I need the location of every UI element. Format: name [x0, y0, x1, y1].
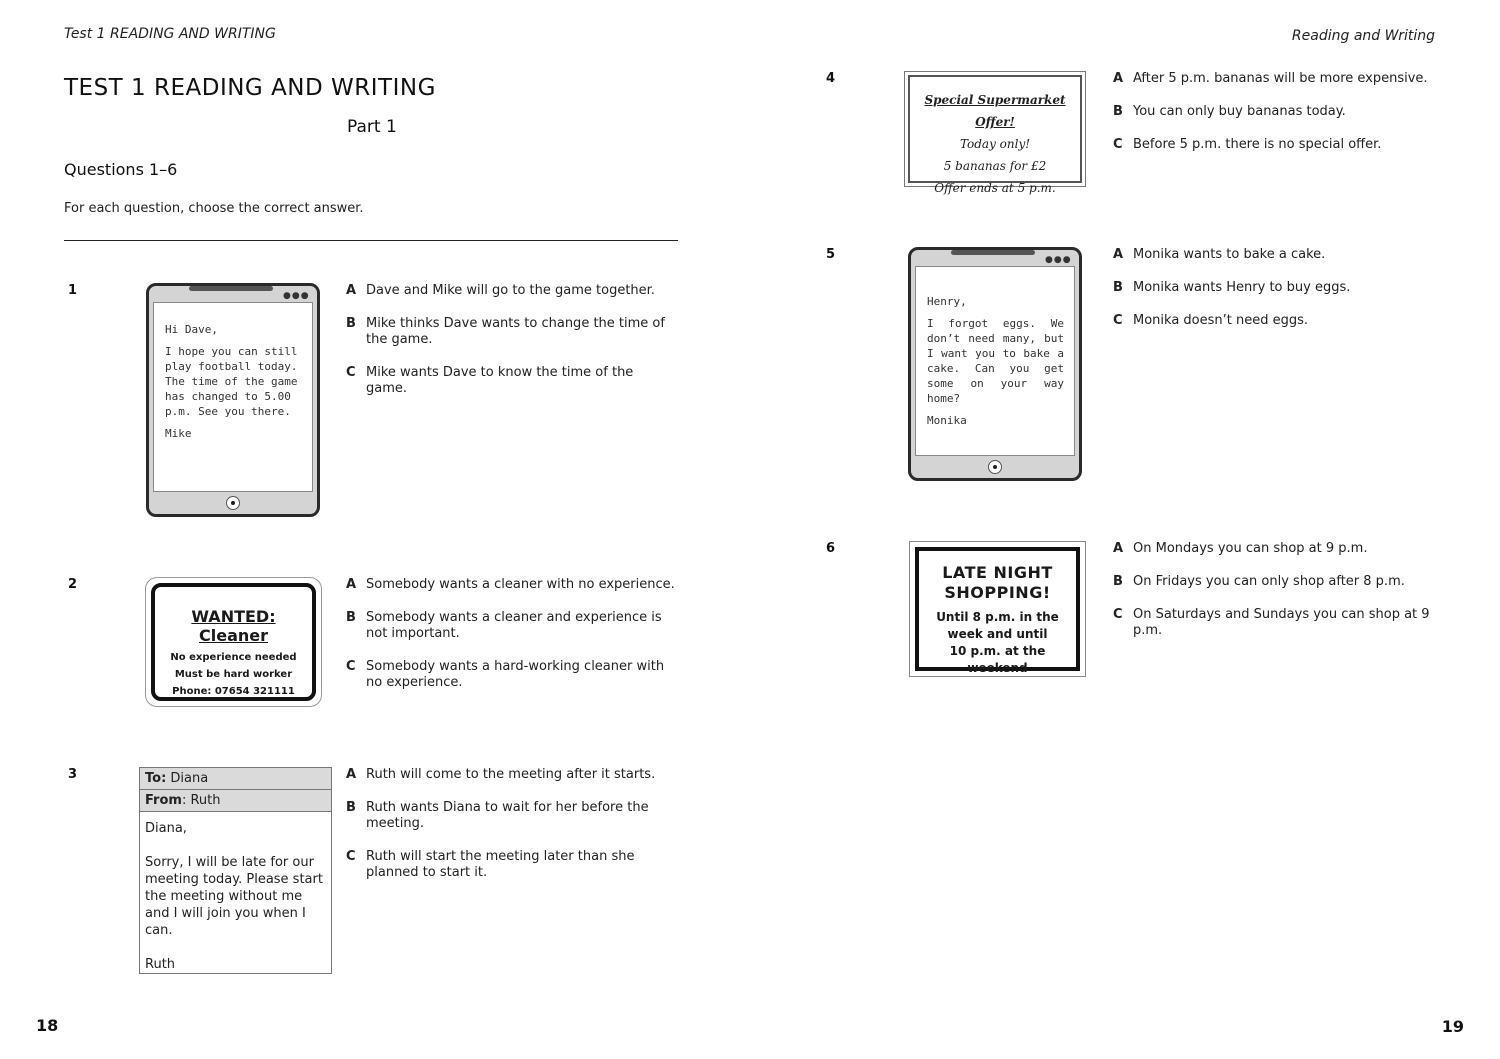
left-running-head: Test 1 READING AND WRITING [64, 26, 276, 42]
option-b[interactable]: B Somebody wants a cleaner and experience is not important. [346, 610, 662, 641]
message-greeting: Hi Dave, [165, 323, 218, 336]
answer-options [1113, 247, 1443, 346]
sign-line: 5 bananas for £2 [943, 159, 1047, 173]
option-a[interactable]: A Ruth will come to the meeting after it starts. [346, 767, 656, 782]
email-to-row: To: Diana [140, 768, 331, 790]
phone-message-stimulus [908, 247, 1082, 481]
left-page-number: 18 [36, 1016, 59, 1035]
sign-title: LATE NIGHT SHOPPING! [942, 563, 1053, 602]
late-night-sign-stimulus [909, 541, 1086, 677]
phone-home-button [988, 460, 1002, 474]
option-a[interactable]: A Somebody wants a cleaner with no experience. [346, 577, 675, 592]
notice-title: WANTED: Cleaner [191, 607, 276, 645]
notice-line: Phone: 07654 321111 [172, 686, 295, 697]
option-c[interactable]: C Monika doesn’t need eggs. [1113, 313, 1309, 328]
phone-message-stimulus [146, 283, 320, 517]
email-signature: Ruth [145, 957, 176, 972]
option-c[interactable]: C Before 5 p.m. there is no special offer. [1113, 137, 1382, 152]
notice-line: Must be hard worker [174, 669, 293, 680]
message-body: I forgot eggs. We don’t need many, but I want you to bake a cake. Can you get some on your way home? [927, 317, 1064, 405]
phone-home-button [226, 496, 240, 510]
option-a[interactable]: A Dave and Mike will go to the game together. [346, 283, 655, 298]
questions-heading: Questions 1–6 [64, 160, 178, 179]
divider-rule [64, 240, 678, 241]
email-greeting: Diana, [145, 821, 187, 836]
phone-screen [153, 302, 313, 492]
message-signature: Mike [165, 427, 192, 440]
option-b[interactable]: B You can only buy bananas today. [1113, 104, 1346, 119]
answer-options [346, 577, 676, 708]
phone-screen [915, 266, 1075, 456]
notice-border [151, 583, 316, 701]
phone-speaker [951, 250, 1035, 255]
question-number: 4 [826, 71, 836, 86]
supermarket-sign-stimulus [904, 71, 1086, 195]
right-page-number: 19 [1441, 1017, 1464, 1036]
right-running-head: Reading and Writing [1291, 28, 1435, 44]
email-stimulus [139, 767, 332, 974]
phone-camera-dots: ●●● [283, 291, 310, 301]
message-greeting: Henry, [927, 295, 967, 308]
email-from-row: From: Ruth [140, 790, 331, 812]
notice-line: No experience needed [170, 652, 297, 663]
option-c[interactable]: C On Saturdays and Sundays you can shop at 9 p.m. [1113, 607, 1430, 638]
question-number: 6 [826, 541, 836, 556]
phone-speaker [189, 286, 273, 291]
page-title: TEST 1 READING AND WRITING [64, 75, 436, 101]
email-text: Sorry, I will be late for our meeting today. Please start the meeting without me and I will join you when I can. [145, 855, 323, 938]
question-number: 2 [68, 577, 78, 592]
option-b[interactable]: B Ruth wants Diana to wait for her before the meeting. [346, 800, 649, 831]
sign-title: Special Supermarket Offer! [924, 93, 1066, 129]
wanted-notice-stimulus [145, 577, 322, 707]
sign-body: Until 8 p.m. in the week and until 10 p.m. at the weekend [936, 610, 1059, 675]
answer-options [1113, 541, 1443, 656]
option-a[interactable]: A Monika wants to bake a cake. [1113, 247, 1326, 262]
question-number: 3 [68, 767, 78, 782]
message-signature: Monika [927, 414, 967, 427]
sign-border [915, 547, 1080, 675]
message-body: I hope you can still play football today. The time of the game has changed to 5.00 p.m. See you there. [165, 345, 298, 418]
sign-line: Today only! [959, 137, 1031, 151]
sign-line: Offer ends at 5 p.m. [934, 181, 1056, 195]
option-b[interactable]: B On Fridays you can only shop after 8 p.m. [1113, 574, 1405, 589]
answer-options [346, 283, 676, 414]
option-c[interactable]: C Mike wants Dave to know the time of the game. [346, 365, 634, 396]
option-a[interactable]: A After 5 p.m. bananas will be more expensive. [1113, 71, 1428, 86]
answer-options [1113, 71, 1443, 170]
phone-camera-dots: ●●● [1045, 255, 1072, 265]
option-b[interactable]: B Mike thinks Dave wants to change the time of the game. [346, 316, 665, 347]
option-c[interactable]: C Somebody wants a hard-working cleaner with no experience. [346, 659, 665, 690]
part-title: Part 1 [347, 117, 397, 137]
sign-border [908, 75, 1082, 195]
option-b[interactable]: B Monika wants Henry to buy eggs. [1113, 280, 1351, 295]
question-number: 1 [68, 283, 78, 298]
option-a[interactable]: A On Mondays you can shop at 9 p.m. [1113, 541, 1368, 556]
option-c[interactable]: C Ruth will start the meeting later than she planned to start it. [346, 849, 635, 880]
email-body [140, 812, 331, 973]
answer-options [346, 767, 676, 898]
instructions: For each question, choose the correct answer. [64, 201, 364, 216]
question-number: 5 [826, 247, 836, 262]
